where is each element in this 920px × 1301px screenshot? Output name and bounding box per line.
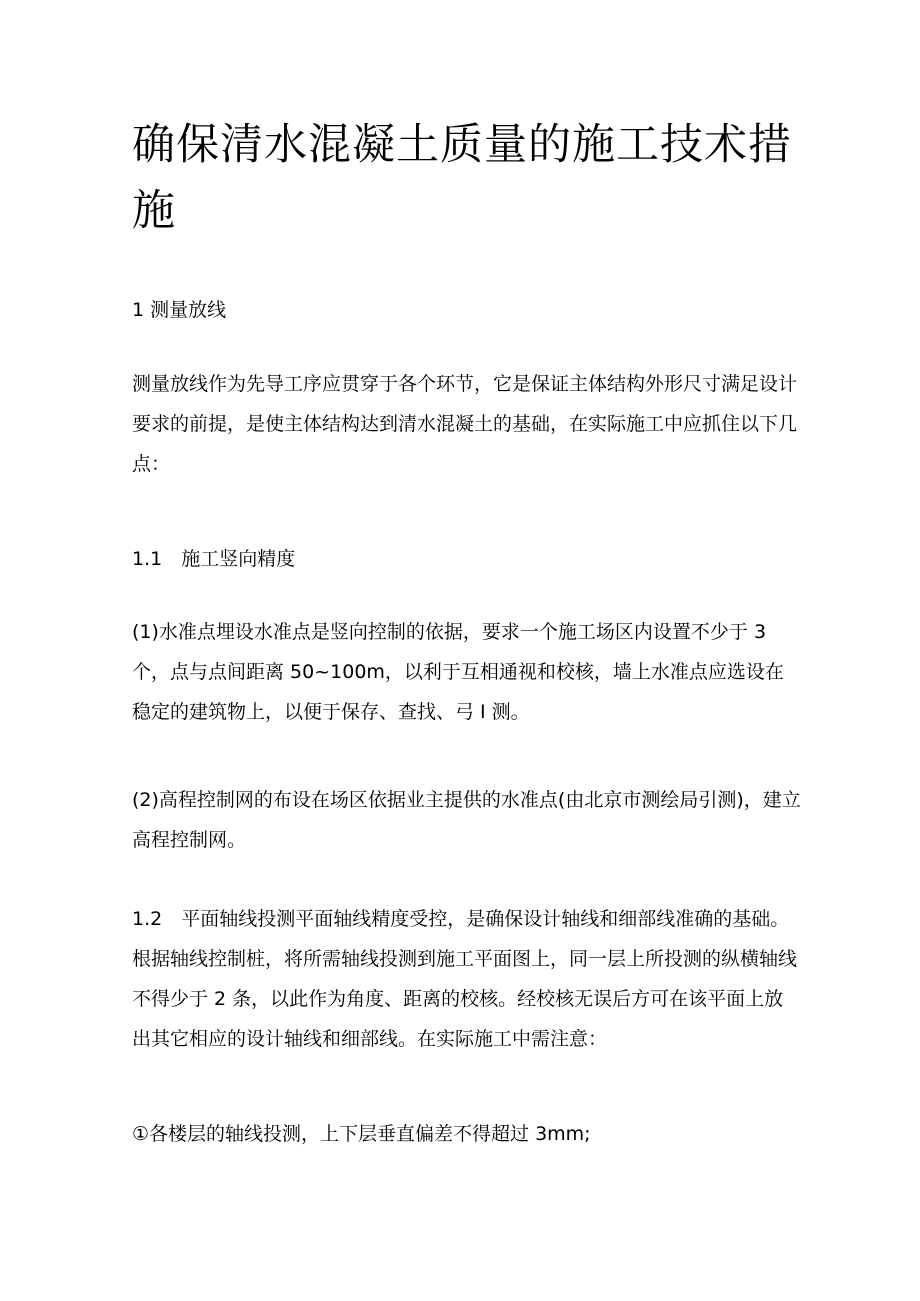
axis-projection-paragraph: 1.2 平面轴线投测平面轴线精度受控，是确保设计轴线和细部线准确的基础。根据轴线控制桩，将所需轴线投测到施工平面图上，同一层上所投测的纵横轴线不得少于 2 条，以此作为角度、距离的校核。经校核无误后方可在该平面上放出其它相应的设计轴线和细部线。在实际施工中需注意： (132, 908, 798, 1050)
elevation-network-paragraph: (2)高程控制网的布设在场区依据业主提供的水准点(由北京市测绘局引测)，建立高程控制网。 (132, 789, 801, 851)
benchmark-paragraph: (1)水准点埋设水准点是竖向控制的依据，要求一个施工场区内设置不少于 3 个，点与点间距离 50~100m，以利于互相通视和校核，墙上水准点应选设在稳定的建筑物上，以便于保存、查找、弓 I 测。 (132, 621, 784, 723)
document-title: 确保清水混凝土质量的施工技术措施 (132, 120, 792, 236)
intro-paragraph: 测量放线作为先导工序应贯穿于各个环节，它是保证主体结构外形尺寸满足设计要求的前提，是使主体结构达到清水混凝土的基础，在实际施工中应抓住以下几点： (132, 373, 798, 475)
section-1-heading: 1 测量放线 (132, 299, 227, 321)
section-1-1-heading: 1.1 施工竖向精度 (132, 548, 296, 570)
axis-tolerance-item: ①各楼层的轴线投测，上下层垂直偏差不得超过 3mm; (132, 1123, 591, 1145)
